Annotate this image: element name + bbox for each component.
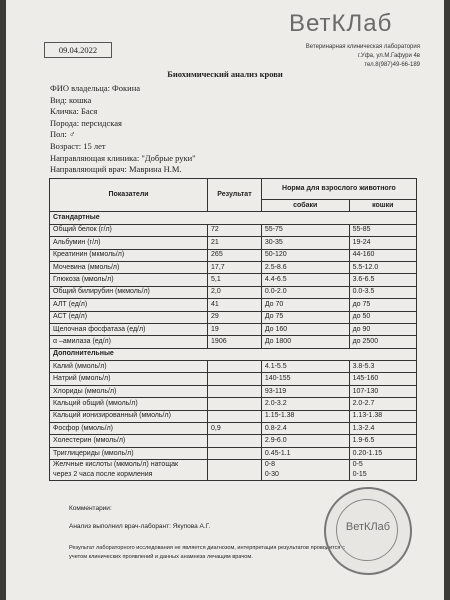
cell-result: 29 — [208, 311, 262, 323]
cell-result: 19 — [208, 323, 262, 335]
cell-cats: 0.20-1.15 — [349, 447, 416, 459]
cell-dogs: До 1800 — [261, 336, 349, 348]
cell-name: Кальций общий (ммоль/л) — [50, 398, 208, 410]
cell-name: Креатинин (мкмоль/л) — [50, 249, 208, 261]
referring-clinic: Направляющая клиника: "Добрые руки" — [50, 152, 196, 163]
lab-info — [306, 43, 420, 70]
cell-cats: 0.0-3.5 — [349, 286, 416, 298]
table-row — [50, 311, 417, 323]
cell-cats: 44-160 — [349, 249, 416, 261]
cell-name: Натрий (ммоль/л) — [50, 373, 208, 385]
cell-result — [208, 460, 262, 481]
bile-line: Желчные кислоты (мкмоль/л) натощак — [53, 461, 179, 469]
table-row — [50, 299, 417, 311]
cell-name: Калий (ммоль/л) — [50, 361, 208, 373]
cell-dogs: 2.9-6.0 — [261, 435, 349, 447]
cell-result — [208, 398, 262, 410]
table-row — [50, 373, 417, 385]
table-row — [50, 237, 417, 249]
cell-cats: до 2500 — [349, 336, 416, 348]
cell-cats: 19-24 — [349, 237, 416, 249]
cell-cats: до 75 — [349, 299, 416, 311]
cell-dogs: До 75 — [261, 311, 349, 323]
cell-name: α –амилаза (ед/л) — [50, 336, 208, 348]
table-row — [50, 398, 417, 410]
cell-dogs: До 70 — [261, 299, 349, 311]
species: Вид: кошка — [50, 94, 92, 105]
cell-bile — [50, 460, 208, 481]
cell-cats: 5.5-12.0 — [349, 261, 416, 273]
cell-name: Альбумин (г/л) — [50, 237, 208, 249]
cell-dogs: 0.45-1.1 — [261, 447, 349, 459]
table-row — [50, 261, 417, 273]
cell-cats: 107-130 — [349, 385, 416, 397]
lab-info-line: тел.8(987)49-66-189 — [364, 62, 420, 68]
lab-logo — [289, 10, 392, 38]
table-row — [50, 460, 417, 481]
sex: Пол: ♂ — [50, 129, 76, 140]
stamp-text: ВетКЛаб — [345, 521, 391, 533]
cell-dogs: 50-120 — [261, 249, 349, 261]
cell-result: 1906 — [208, 336, 262, 348]
cell-dogs: 2.5-8.6 — [261, 261, 349, 273]
cell-dogs: 1.15-1.38 — [261, 410, 349, 422]
cell-cats: до 50 — [349, 311, 416, 323]
cell-cats: до 90 — [349, 323, 416, 335]
cell-dogs: 0.8-2.4 — [261, 423, 349, 435]
cell-result: 0,9 — [208, 423, 262, 435]
table-row — [50, 286, 417, 298]
age: Возраст: 15 лет — [50, 140, 106, 151]
cell-result: 2,0 — [208, 286, 262, 298]
header-cats: кошки — [349, 200, 416, 212]
cell-result — [208, 361, 262, 373]
cell-name: Общий билирубин (мкмоль/л) — [50, 286, 208, 298]
cell-cats: 145-160 — [349, 373, 416, 385]
lab-info-line: Ветеринарная клиническая лаборатория — [305, 44, 420, 50]
logo-text: ВетКЛаб — [289, 10, 393, 37]
report-title: Биохимический анализ крови — [167, 69, 283, 79]
cell-name: АСТ (ед/л) — [50, 311, 208, 323]
cell-result — [208, 435, 262, 447]
cell-cats: 3.8-5.3 — [349, 361, 416, 373]
cell-bile — [261, 460, 349, 481]
cell-dogs: 0.0-2.0 — [261, 286, 349, 298]
cell-name: Триглицериды (ммоль/л) — [50, 447, 208, 459]
cell-name: АЛТ (ед/л) — [50, 299, 208, 311]
table-row — [50, 323, 417, 335]
cell-dogs: 4.4-6.5 — [261, 274, 349, 286]
header-result: Результат — [208, 179, 262, 212]
cell-result: 5,1 — [208, 274, 262, 286]
cell-result — [208, 447, 262, 459]
results-table — [49, 178, 417, 481]
table-row — [50, 385, 417, 397]
referring-doctor: Направляющий врач: Маврина Н.М. — [50, 164, 182, 175]
cell-dogs: До 160 — [261, 323, 349, 335]
cell-dogs: 140-155 — [261, 373, 349, 385]
cell-result: 21 — [208, 237, 262, 249]
bile-line: 0-5 — [352, 461, 363, 469]
cell-result — [208, 373, 262, 385]
table-row — [50, 435, 417, 447]
table-row — [50, 447, 417, 459]
bile-line: через 2 часа после кормления — [53, 471, 153, 479]
table-row — [50, 361, 417, 373]
cell-result: 41 — [208, 299, 262, 311]
pet-name: Кличка: Бася — [50, 106, 98, 117]
cell-name: Холестерин (ммоль/л) — [50, 435, 208, 447]
table-row — [50, 249, 417, 261]
cell-cats: 1.3-2.4 — [349, 423, 416, 435]
cell-name: Мочевина (ммоль/л) — [50, 261, 208, 273]
cell-name: Хлориды (ммоль/л) — [50, 385, 208, 397]
lab-stamp — [324, 487, 412, 575]
cell-name: Фосфор (ммоль/л) — [50, 423, 208, 435]
bile-line: 0-8 — [264, 461, 275, 469]
cell-result: 265 — [208, 249, 262, 261]
cell-dogs: 2.0-3.2 — [261, 398, 349, 410]
table-row — [50, 423, 417, 435]
cell-result: 72 — [208, 224, 262, 236]
table-row — [50, 336, 417, 348]
comments-label: Комментарии: — [69, 505, 112, 512]
cell-bile — [349, 460, 416, 481]
disclaimer-line-1: Результат лабораторного исследования не является диагнозом, интерпретация результатов проводится с — [69, 545, 345, 551]
cell-cats: 3.6-6.5 — [349, 274, 416, 286]
cell-dogs: 30-35 — [261, 237, 349, 249]
table-row — [50, 274, 417, 286]
cell-cats: 55-85 — [349, 224, 416, 236]
lab-info-line: г.Уфа, ул.М.Гафури 4в — [357, 53, 420, 59]
cell-name: Глюкоза (ммоль/л) — [50, 274, 208, 286]
cell-result: 17,7 — [208, 261, 262, 273]
disclaimer-line-2: учетом клинических проявлений и данных анамнеза лечащим врачом. — [69, 554, 253, 560]
report-date: 09.04.2022 — [44, 42, 112, 58]
breed: Порода: персидская — [50, 117, 122, 128]
header-dogs: собаки — [261, 200, 349, 212]
cell-dogs: 93-119 — [261, 385, 349, 397]
patient-info — [50, 83, 196, 176]
lab-report-sheet — [6, 0, 444, 600]
cell-dogs: 4.1-5.5 — [261, 361, 349, 373]
header-indicator: Показатели — [50, 179, 208, 212]
cell-cats: 2.0-2.7 — [349, 398, 416, 410]
cell-cats: 1.9-6.5 — [349, 435, 416, 447]
cell-name: Общий белок (г/л) — [50, 224, 208, 236]
section-extra: Дополнительные — [50, 348, 417, 360]
cell-name: Щелочная фосфатаза (ед/л) — [50, 323, 208, 335]
performed-by: Анализ выполнил врач-лаборант: Якупова А.Г. — [69, 523, 211, 530]
table-row — [50, 410, 417, 422]
owner-name: ФИО владельца: Фокина — [50, 83, 141, 93]
table-row — [50, 224, 417, 236]
cell-result — [208, 410, 262, 422]
cell-cats: 1.13-1.38 — [349, 410, 416, 422]
bile-line: 0-30 — [264, 471, 279, 479]
section-standard: Стандартные — [50, 212, 417, 224]
cell-result — [208, 385, 262, 397]
cell-name: Кальций ионизированный (ммоль/л) — [50, 410, 208, 422]
cell-dogs: 55-75 — [261, 224, 349, 236]
bile-line: 0-15 — [352, 471, 367, 479]
header-norm: Норма для взрослого животного — [261, 179, 416, 200]
